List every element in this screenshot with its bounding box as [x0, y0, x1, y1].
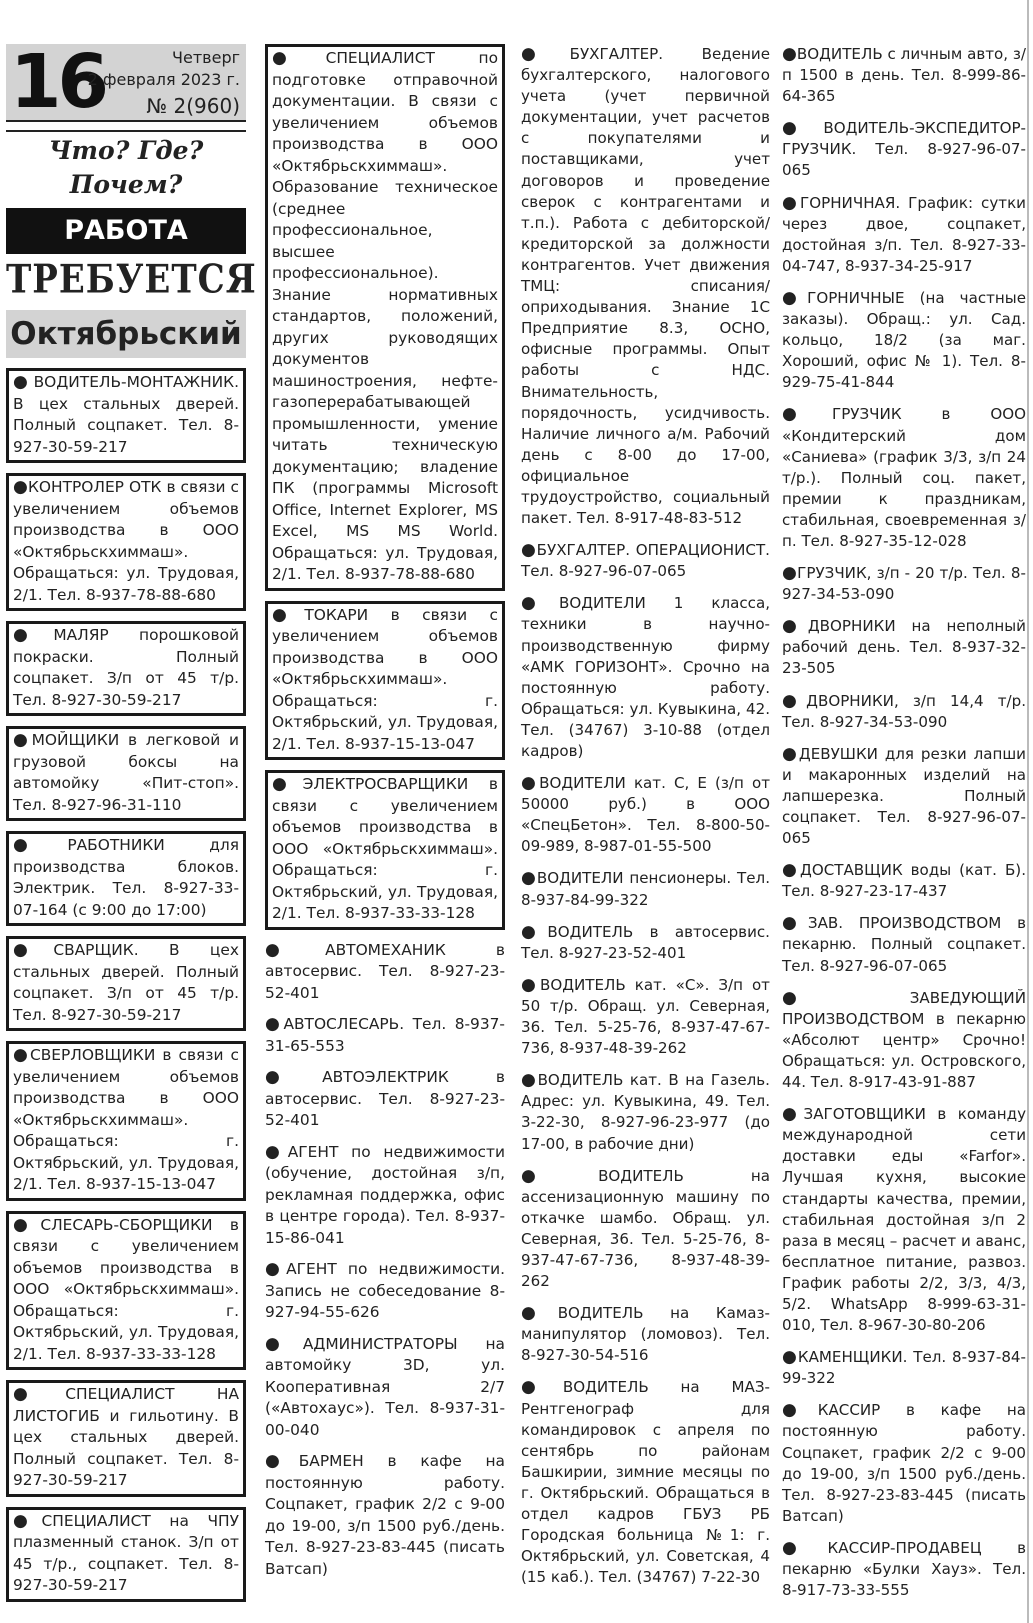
- job-title: ГОРНИЧНЫЕ: [807, 288, 905, 307]
- job-description: на неполный рабочий день. Тел. 8-937-32-23-505: [782, 617, 1026, 678]
- bullet-icon: ●: [521, 1377, 563, 1398]
- job-title: ВОДИТЕЛЬ: [557, 1304, 644, 1323]
- job-title: АВТОЭЛЕКТРИК: [322, 1068, 449, 1086]
- job-ad: [782, 1538, 1026, 1601]
- bullet-icon: ●: [782, 690, 807, 711]
- bullet-icon: ●: [265, 1451, 299, 1471]
- bullet-icon: ●: [782, 404, 832, 425]
- bullet-icon: ●: [782, 987, 910, 1008]
- job-ad: [265, 1259, 505, 1324]
- job-description: в легковой и грузовой боксы на автомойку «Пит-стоп». Тел. 8-927-96-31-110: [13, 731, 239, 814]
- job-description: График: сутки через двое, соцпакет, достойная з/п. Тел. 8-927-33-04-747, 8-937-34-25-917: [782, 193, 1026, 275]
- job-ad: [521, 975, 770, 1059]
- ads-list-2: [265, 44, 505, 1580]
- job-ad: [521, 922, 770, 964]
- bullet-icon: ●: [782, 860, 801, 881]
- job-description: в автосервис. Тел. 8-927-23-52-401: [265, 1068, 505, 1129]
- job-ad: [265, 1067, 505, 1132]
- column-2: [265, 44, 505, 1590]
- weekday: Четверг: [172, 48, 240, 67]
- job-title: МОЙЩИКИ: [31, 731, 120, 749]
- bullet-icon: ●: [521, 540, 537, 561]
- job-description: 1 класса, техники в научно-производственную фирму «АМК ГОРИЗОНТ». Срочно на постоянную работу. Обращаться: ул. Кувыкина, 42. Тел. (34767) 3-10-88 (отдел кадров): [521, 594, 770, 760]
- ads-list-1: [6, 368, 246, 1602]
- job-description: в автосервис. Тел. 8-927-23-52-401: [265, 940, 505, 1002]
- job-ad: [265, 601, 505, 761]
- job-title: ЗАВЕДУЮЩИЙ ПРОИЗВОДСТВОМ: [782, 988, 1026, 1028]
- job-ad: [265, 940, 505, 1005]
- bullet-icon: ●: [265, 1333, 303, 1354]
- column-4: [782, 44, 1026, 1612]
- job-ad: [782, 288, 1026, 393]
- job-ad: [265, 1014, 505, 1057]
- job-ad: [521, 593, 770, 762]
- job-description: з/п 14,4 т/р. Тел. 8-927-34-53-090: [782, 691, 1026, 731]
- job-ad: [265, 1334, 505, 1442]
- job-ad: [782, 118, 1026, 181]
- job-ad: [521, 1070, 770, 1154]
- bullet-icon: ●: [521, 773, 540, 794]
- job-title: ВОДИТЕЛИ: [536, 869, 624, 888]
- job-ad: [782, 563, 1026, 605]
- job-title: ДВОРНИКИ,: [806, 691, 899, 710]
- bullet-icon: ●: [782, 1537, 828, 1558]
- job-title: ГРУЗЧИК: [832, 405, 902, 424]
- job-description: в кафе на постоянную работу. Соцпакет, график 2/2 с 9-00 до 19-00, з/п 1500 руб./день. Тел. 8-927-23-83-445 (писать Ватсап): [265, 1452, 505, 1578]
- bullet-icon: ●: [265, 1014, 284, 1034]
- job-ad: [521, 44, 770, 529]
- job-description: (на частные заказы). Обращ.: ул. Сад. кольцо, 18/2 (за маг. Хороший, офис № 1). Тел. 8-929-75-41-844: [782, 288, 1026, 392]
- job-description: Ведение бухгалтерского, налогового учета (учет первичной документации, учет расчетов с покупателями и поставщиками, учет договоров и проведение сверок с контрагентами и т.п.). Работа с дебиторской/кредиторской за должности контрагентов. Учет движения ТМЦ: списания/оприходывания. Знание 1С Предприятие 8.3, ОСНО, офисные программы. Опыт работы с НДС. Внимательность, порядочность, усидчивость. Наличие личного а/м. Рабочий день с 8-00 до 17-00, официальное трудоустройство, социальный пакет. Тел. 8-917-48-83-512: [521, 45, 770, 528]
- bullet-icon: ●: [521, 593, 560, 614]
- job-title: ВОДИТЕЛИ: [539, 774, 626, 793]
- job-ad: [782, 860, 1026, 902]
- job-description: кат. «С». З/п от 50 т/р. Обращ. ул. Северная, 36. Тел. 5-25-76, 8-937-47-67-736, 8-937-48-39-262: [521, 975, 770, 1058]
- job-title: ВОДИТЕЛЬ: [547, 922, 634, 941]
- bullet-icon: ●: [521, 1165, 599, 1186]
- job-description: в связи с увеличением объемов производства в ООО «Октябрьскхиммаш». Обращаться: ул. Трудовая, 2/1. Тел. 8-937-78-88-680: [13, 478, 239, 604]
- job-title: СВАРЩИК.: [53, 941, 139, 959]
- job-ad: [521, 1166, 770, 1293]
- section-title: РАБОТА: [6, 208, 246, 254]
- page-header: [6, 39, 246, 125]
- column-3: [521, 44, 770, 1599]
- bullet-icon: ●: [265, 939, 326, 960]
- job-description: воды (кат. Б). Тел. 8-927-23-17-437: [782, 861, 1026, 901]
- job-ad: [6, 1507, 246, 1602]
- bullet-icon: ●: [782, 1400, 818, 1421]
- job-title: РАБОТНИКИ: [67, 836, 165, 854]
- job-description: на Камаз-манипулятор (ломовоз). Тел. 8-927-30-54-516: [521, 1304, 770, 1365]
- job-ad: [782, 1347, 1026, 1389]
- job-ad: [265, 1451, 505, 1580]
- page-number: 16: [10, 39, 105, 125]
- job-title: ЗАВ. ПРОИЗВОДСТВОМ: [807, 914, 1002, 933]
- bullet-icon: ●: [13, 730, 32, 750]
- job-ad: [521, 773, 770, 857]
- job-ad: [6, 621, 246, 716]
- job-description: в команду международной сети доставки еды «Farfor». Лучшая кухня, высокие стандарты качества, премии, стабильная достойная з/п 2 раза в месяц – расчет и аванс, бесплатное питание, развоз. График работы 2/2, 3/3, 4/3, 5/2. WhatsApp 8-999-63-31-010, Тел. 8-967-30-80-206: [782, 1105, 1026, 1335]
- job-ad: [6, 1211, 246, 1371]
- job-title: ВОДИТЕЛЬ: [539, 975, 626, 994]
- bullet-icon: ●: [265, 1259, 287, 1279]
- page-edge-line: [1027, 0, 1029, 1623]
- bullet-icon: ●: [265, 1141, 288, 1162]
- job-ad: [521, 1377, 770, 1588]
- bullet-icon: ●: [272, 604, 305, 625]
- job-title: ВОДИТЕЛИ: [559, 594, 646, 613]
- job-title: ЗАГОТОВЩИКИ: [803, 1105, 926, 1124]
- job-description: по недвижимости (обучение, достойная з/п, рекламная поддержка, офис в центре города). Тел. 8-937-15-86-041: [265, 1142, 505, 1247]
- job-description: В цех стальных дверей. Полный соцпакет. Тел. 8-927-30-59-217: [13, 394, 239, 456]
- job-ad: [265, 770, 505, 930]
- job-ad: [6, 831, 246, 926]
- job-ad: [265, 1142, 505, 1250]
- bullet-icon: ●: [265, 1067, 323, 1087]
- ads-list-3: [521, 44, 770, 1588]
- job-ad: [521, 868, 770, 910]
- bullet-icon: ●: [782, 118, 824, 139]
- bullet-icon: ●: [782, 1347, 798, 1368]
- job-description: Тел. 8-937-84-99-322: [782, 1348, 1026, 1388]
- job-title: ТОКАРИ: [304, 605, 369, 624]
- job-title: ВОДИТЕЛЬ: [796, 45, 883, 63]
- job-ad: [6, 473, 246, 611]
- job-title: КОНТРОЛЕР ОТК: [27, 478, 162, 496]
- bullet-icon: ●: [782, 563, 798, 584]
- bullet-icon: ●: [272, 774, 303, 794]
- issue-date: 2 февраля 2023 г.: [87, 70, 240, 89]
- job-description: по подготовке отправочной документации. В связи с увеличением объемов производства в ООО «Октябрьскхиммаш». Образование техническое (среднее профессиональное, высшее профессиональное). Знание нормативных стандартов, положений, других руководящих документов машиностроения, нефте-газоперерабатывающей промышленности, умение читать техническую документацию; владение ПК (программы Microsoft Office, Internet Explorer, MS Excel, MS MS World. Обращаться: ул. Трудовая, 2/1. Тел. 8-937-78-88-680: [272, 49, 498, 583]
- job-description: для производства блоков. Электрик. Тел. 8-927-33-07-164 (с 9:00 до 17:00): [13, 836, 239, 919]
- bullet-icon: ●: [521, 44, 570, 64]
- job-description: в связи с увеличением объемов производства в ООО «Октябрьскхиммаш». Обращаться: г. Октябрьский, ул. Трудовая, 2/1. Тел. 8-937-15-13-047: [272, 605, 498, 753]
- job-description: на ЧПУ плазменный станок. З/п от 45 т/р., соцпакет. Тел. 8-927-30-59-217: [13, 1511, 239, 1594]
- job-title: БАРМЕН: [298, 1452, 364, 1470]
- job-description: в связи с увеличением объемов производства в ООО «Октябрьскхиммаш». Обращаться: г. Октябрьский, ул. Трудовая, 2/1. Тел. 8-937-33-33-128: [13, 1215, 239, 1363]
- bullet-icon: ●: [13, 372, 34, 392]
- job-ad: [782, 913, 1026, 976]
- job-title: СВЕРЛОВЩИКИ: [30, 1046, 156, 1064]
- job-title: АГЕНТ: [286, 1260, 337, 1278]
- job-title: СЛЕСАРЬ-СБОРЩИКИ: [40, 1215, 213, 1234]
- bullet-icon: ●: [521, 1070, 538, 1091]
- job-description: з/п - 20 т/р. Тел. 8-927-34-53-090: [782, 564, 1026, 604]
- job-ad: [782, 988, 1026, 1093]
- bullet-icon: ●: [782, 287, 808, 308]
- header-divider: [6, 130, 246, 132]
- job-description: на МАЗ-Рентгенограф для командировок с апреля по сентябрь по районам Башкирии, зимние месяцы по г. Октябрьский. Обращаться в отдел кадров ГБУЗ РБ Городская больница №1: г. Октябрьский, ул. Советская, 4 (15 каб.). Тел. (34767) 7-22-30: [521, 1378, 770, 1587]
- job-title: КАССИР: [817, 1401, 881, 1420]
- job-title: ВОДИТЕЛЬ: [537, 1071, 624, 1090]
- job-title: КАМЕНЩИКИ.: [797, 1348, 908, 1367]
- job-title: ДЕВУШКИ: [798, 744, 878, 763]
- job-title: БУХГАЛТЕР.: [536, 541, 631, 560]
- job-title: СПЕЦИАЛИСТ: [41, 1511, 151, 1530]
- job-title: ДОСТАВЩИК: [800, 861, 903, 880]
- job-title: ВОДИТЕЛЬ: [562, 1378, 649, 1397]
- ads-list-4: [782, 44, 1026, 1601]
- bullet-icon: ●: [13, 477, 28, 497]
- bullet-icon: ●: [782, 192, 801, 213]
- bullet-icon: ●: [521, 868, 537, 889]
- subsection-title: ТРЕБУЕТСЯ: [6, 257, 257, 303]
- job-title: ВОДИТЕЛЬ-МОНТАЖНИК.: [33, 373, 239, 391]
- job-ad: [6, 1041, 246, 1201]
- job-description: пенсионеры. Тел. 8-937-84-99-322: [521, 869, 770, 909]
- job-title: МАЛЯР: [53, 626, 109, 644]
- newspaper-slogan: Что? Где? Почем?: [48, 136, 204, 199]
- job-description: в автосервис. Тел. 8-927-23-52-401: [521, 922, 770, 962]
- job-description: Тел. 8-927-96-07-065: [782, 140, 1026, 180]
- job-ad: [782, 1400, 1026, 1527]
- job-title: КАССИР-ПРОДАВЕЦ: [827, 1538, 982, 1557]
- job-ad: [782, 616, 1026, 679]
- bullet-icon: ●: [782, 913, 808, 934]
- job-title: БУХГАЛТЕР.: [569, 45, 664, 63]
- bullet-icon: ●: [13, 1214, 41, 1235]
- column-1: [6, 39, 257, 1612]
- bullet-icon: ●: [782, 616, 808, 637]
- job-title: СПЕЦИАЛИСТ: [325, 49, 435, 67]
- job-description: на автомойку 3D, ул. Кооперативная 2/7 («Автохаус»). Тел. 8-937-31-00-040: [265, 1334, 505, 1439]
- job-description: кат. В на Газель. Адрес: ул. Кувыкина, 49. Тел. 3-22-30, 8-927-96-23-977 (до 17-00, в рабочие дни): [521, 1071, 770, 1153]
- bullet-icon: ●: [13, 1510, 42, 1531]
- job-title: ДВОРНИКИ: [807, 617, 896, 636]
- job-title: АВТОМЕХАНИК: [325, 940, 446, 959]
- job-title: ГРУЗЧИК,: [797, 564, 872, 583]
- bullet-icon: ●: [521, 974, 540, 995]
- job-title: СПЕЦИАЛИСТ НА ЛИСТОГИБ: [13, 1385, 239, 1425]
- job-description: В цех стальных дверей. Полный соцпакет. З/п от 45 т/р. Тел. 8-927-30-59-217: [13, 941, 239, 1024]
- job-ad: [6, 726, 246, 821]
- job-description: в связи с увеличением объемов производства в ООО «Октябрьскхиммаш». Обращаться: г. Октябрьский, ул. Трудовая, 2/1. Тел. 8-937-33-33-128: [272, 775, 498, 922]
- job-title: АГЕНТ: [287, 1142, 339, 1161]
- job-description: с личным авто, з/п 1500 в день. Тел. 8-999-86-64-365: [782, 45, 1026, 106]
- issue-number: № 2(960): [146, 94, 240, 118]
- job-ad: [782, 744, 1026, 849]
- job-ad: [782, 1104, 1026, 1336]
- bullet-icon: ●: [782, 743, 799, 764]
- job-description: на ассенизационную машину по откачке шамбо. Обращ. ул. Северная, 36. Тел. 5-25-76, 8-937-47-67-736, 8-937-48-39-262: [521, 1166, 770, 1291]
- job-title: АВТОСЛЕСАРЬ.: [283, 1015, 405, 1033]
- bullet-icon: ●: [521, 921, 548, 942]
- bullet-icon: ●: [13, 625, 54, 645]
- job-ad: [521, 540, 770, 582]
- job-description: в кафе на постоянную работу. Соцпакет, график 2/2 с 9-00 до 19-00, з/п 1500 руб./день. Тел. 8-927-23-83-445 (писать Ватсап): [782, 1401, 1026, 1525]
- job-ad: [6, 1380, 246, 1497]
- job-ad: [782, 193, 1026, 277]
- job-ad: [782, 691, 1026, 733]
- city-title: Октябрьский: [6, 310, 246, 358]
- job-ad: [6, 368, 246, 463]
- bullet-icon: ●: [521, 1303, 558, 1324]
- job-title: ВОДИТЕЛЬ-ЭКСПЕДИТОР-ГРУЗЧИК.: [782, 119, 1026, 159]
- job-ad: [782, 404, 1026, 552]
- job-description: и гильотину. В цех стальных дверей. Полный соцпакет. Тел. 8-927-30-59-217: [13, 1406, 239, 1489]
- job-description: в связи с увеличением объемов производства в ООО «Октябрьскхиммаш». Обращаться: г. Октябрьский, ул. Трудовая, 2/1. Тел. 8-937-15-13-047: [13, 1046, 239, 1193]
- job-title: ВОДИТЕЛЬ: [598, 1166, 684, 1185]
- job-description: кат. С, Е (з/п от 50000 руб.) в ООО «СпецБетон». Тел. 8-800-50-09-989, 8-987-01-55-500: [521, 774, 770, 856]
- job-description: для резки лапши и макаронных изделий на лапшерезка. Полный соцпакет. Тел. 8-927-96-07-065: [782, 744, 1026, 848]
- job-title: ЭЛЕКТРОСВАРЩИКИ: [302, 775, 469, 793]
- job-description: ОПЕРАЦИОНИСТ. Тел. 8-927-96-07-065: [521, 541, 770, 581]
- bullet-icon: ●: [782, 44, 797, 64]
- job-description: в пекарню «Булки Хауз». Тел. 8-917-73-33-555: [782, 1538, 1026, 1600]
- job-description: Тел. 8-937-31-65-553: [265, 1015, 505, 1055]
- job-title: ГОРНИЧНАЯ.: [800, 193, 901, 212]
- bullet-icon: ●: [13, 1045, 30, 1065]
- job-description: в пекарню «Абсолют центр» Срочно! Обращаться: ул. Островского, 44. Тел. 8-917-43-91-887: [782, 1009, 1026, 1092]
- job-ad: [265, 44, 505, 591]
- job-ad: [6, 936, 246, 1031]
- job-description: в ООО «Кондитерский дом «Саниева» (график 3/3, з/п 24 т/р.). Полный соц. пакет, премии к праздникам, стабильная, своевременная з/п. Тел. 8-927-35-12-028: [782, 405, 1026, 550]
- bullet-icon: ●: [13, 1384, 66, 1404]
- job-ad: [782, 44, 1026, 107]
- job-description: по недвижимости. Запись не собеседование 8-927-94-55-626: [265, 1260, 505, 1321]
- bullet-icon: ●: [782, 1104, 804, 1125]
- bullet-icon: ●: [13, 940, 54, 960]
- job-description: порошковой покраски. Полный соцпакет. З/п от 45 т/р. Тел. 8-927-30-59-217: [13, 626, 239, 709]
- bullet-icon: ●: [13, 835, 68, 855]
- bullet-icon: ●: [272, 48, 326, 68]
- job-ad: [521, 1303, 770, 1366]
- job-title: АДМИНИСТРАТОРЫ: [302, 1334, 458, 1353]
- job-description: в пекарню. Полный соцпакет. Тел. 8-927-96-07-065: [782, 914, 1026, 975]
